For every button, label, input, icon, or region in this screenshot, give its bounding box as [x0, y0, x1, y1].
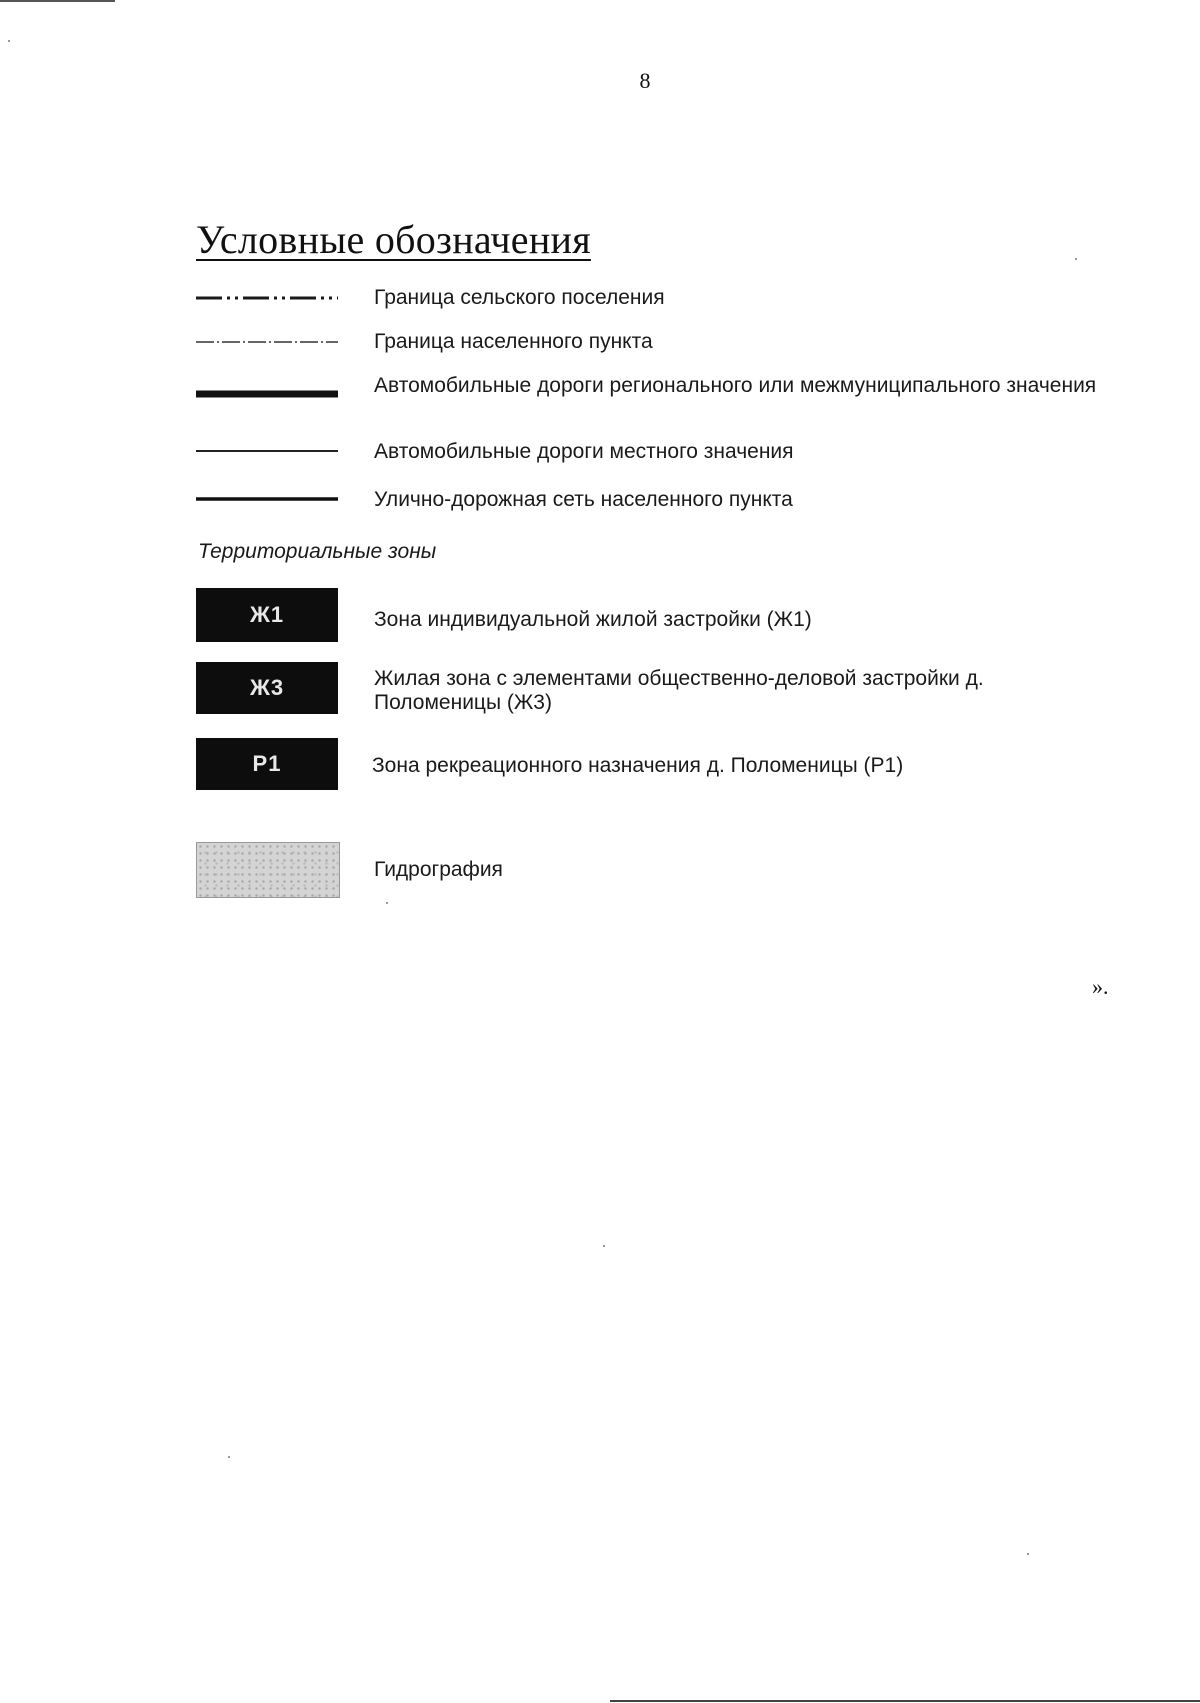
- scan-speck: [386, 902, 388, 904]
- hydrography-swatch: [196, 842, 340, 898]
- scan-speck: [1027, 1553, 1029, 1555]
- zone-code: Р1: [252, 751, 282, 776]
- legend-item-label: Граница населенного пункта: [374, 330, 653, 353]
- zone-code: Ж3: [249, 675, 285, 700]
- legend-item-label: Жилая зона с элементами общественно-деловой застройки д. Поломеницы (Ж3): [374, 667, 984, 714]
- legend-item-label: Улично-дорожная сеть населенного пункта: [374, 488, 793, 511]
- legend-item-label: Зона рекреационного назначения д. Поломеницы (Р1): [372, 754, 904, 777]
- legend-item-label: Автомобильные дороги местного значения: [374, 440, 794, 463]
- scan-edge-line: [610, 1700, 1200, 1702]
- legend-item-label: Граница сельского поселения: [374, 286, 665, 309]
- legend-item-label: Автомобильные дороги регионального или межмуниципального значения: [374, 374, 1097, 397]
- zone-swatch: [196, 662, 338, 714]
- scan-speck: [1075, 258, 1077, 260]
- scan-speck: [603, 1245, 605, 1247]
- scan-speck: [8, 40, 10, 42]
- zone-code: Ж1: [249, 602, 285, 627]
- scan-speck: [228, 1456, 230, 1458]
- thick-road-line-icon: [196, 388, 338, 400]
- zone-swatch: [196, 738, 338, 790]
- scan-edge-line: [0, 0, 115, 2]
- dash-dot-boundary-line-icon: [196, 294, 338, 302]
- zone-swatch: [196, 588, 338, 642]
- closing-quote: ».: [1092, 974, 1109, 999]
- legend-item-label: Гидрография: [374, 858, 503, 881]
- thin-dashed-boundary-line-icon: [196, 338, 338, 346]
- page-number: 8: [639, 68, 651, 93]
- zones-heading: Территориальные зоны: [198, 540, 437, 563]
- legend-title: Условные обозначения: [196, 217, 591, 262]
- thin-road-line-icon: [196, 447, 338, 455]
- street-network-line-icon: [196, 495, 338, 503]
- legend-item-label: Зона индивидуальной жилой застройки (Ж1): [374, 608, 812, 631]
